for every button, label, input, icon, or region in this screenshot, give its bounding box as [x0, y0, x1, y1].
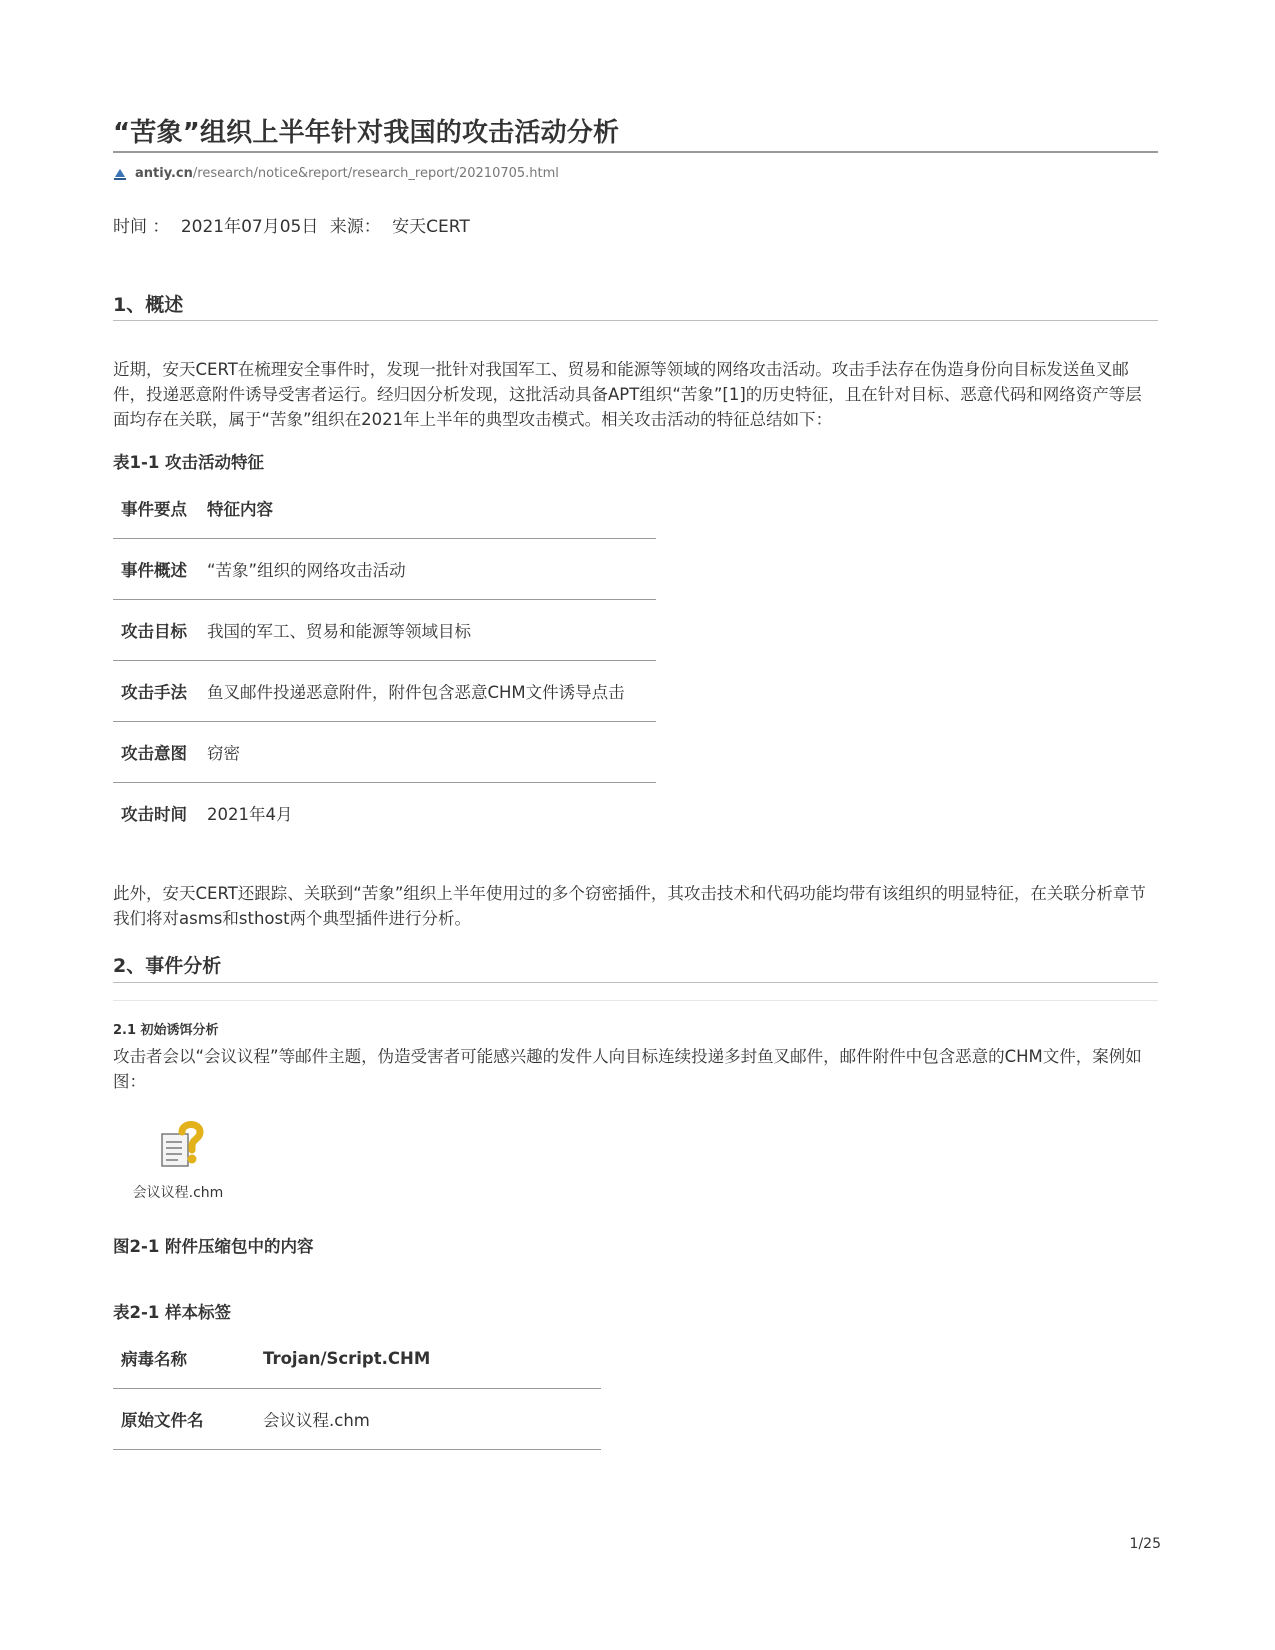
table-caption-1: 表1-1 攻击活动特征: [113, 453, 265, 472]
table-value-cell: 会议议程.chm: [255, 1389, 601, 1450]
table-caption-2: 表2-1 样本标签: [113, 1303, 232, 1322]
table-value-cell: 鱼叉邮件投递恶意附件，附件包含恶意CHM文件诱导点击: [199, 661, 656, 722]
table-key-cell: 攻击时间: [113, 783, 199, 844]
time-label: 时间 ：: [113, 217, 170, 237]
source-url[interactable]: [113, 166, 559, 181]
table-key-cell: 病毒名称: [121, 1350, 187, 1369]
figure-caption: 图2-1 附件压缩包中的内容: [113, 1237, 314, 1256]
table-row: [113, 1328, 601, 1389]
source-domain: antiy.cn: [135, 166, 193, 181]
table-value-cell: Trojan/Script.CHM: [263, 1348, 431, 1368]
table-bottom-border: [113, 1450, 601, 1451]
table-row: [113, 600, 656, 661]
table-row: [113, 539, 656, 600]
article-meta: [113, 212, 476, 237]
table-key-cell: 事件概述: [113, 539, 199, 600]
attack-features-table: [113, 478, 656, 843]
table-row: [113, 722, 656, 783]
section-divider: [113, 320, 1158, 321]
lure-paragraph: 攻击者会以“会议议程”等邮件主题，伪造受害者可能感兴趣的发件人向目标连续投递多封鱼叉邮件，邮件附件中包含恶意的CHM文件，案例如图：: [113, 1047, 1142, 1091]
sample-tag-table: [113, 1328, 601, 1450]
table-value-cell: 窃密: [199, 722, 656, 783]
table-value-cell: 我国的军工、贸易和能源等领域目标: [199, 600, 656, 661]
overview-paragraph: 近期，安天CERT在梳理安全事件时，发现一批针对我国军工、贸易和能源等领域的网络攻击活动。攻击手法存在伪造身份向目标发送鱼叉邮件，投递恶意附件诱导受害者运行。经归因分析发现，这批活动具备APT组织“苦象”[1]的历史特征，且在针对目标、恶意代码和网络资产等层面均存在关联，属于“苦象”组织在2021年上半年的典型攻击模式。相关攻击活动的特征总结如下：: [113, 360, 1142, 429]
antiy-logo-icon: [113, 167, 127, 181]
title-divider: [113, 151, 1158, 153]
table-value-cell: 2021年4月: [199, 783, 656, 844]
page-title: “苦象”组织上半年针对我国的攻击活动分析: [113, 118, 620, 148]
time-value: 2021年07月05日: [180, 217, 319, 237]
table-header-cell: 特征内容: [207, 500, 273, 519]
table-row: [113, 1389, 601, 1450]
source-value: 安天CERT: [392, 217, 470, 237]
plugins-paragraph: 此外，安天CERT还跟踪、关联到“苦象”组织上半年使用过的多个窃密插件，其攻击技术和代码功能均带有该组织的明显特征，在关联分析章节我们将对asms和sthost两个典型插件进行分析。: [113, 884, 1146, 928]
chm-file-figure: [123, 1120, 233, 1202]
table-key-cell: 攻击手法: [113, 661, 199, 722]
page-number: 1/25: [1129, 1536, 1161, 1552]
table-value-cell: “苦象”组织的网络攻击活动: [199, 539, 656, 600]
table-row: [113, 661, 656, 722]
table-row: [113, 783, 656, 844]
table-header-row: [113, 478, 656, 539]
chm-file-label: 会议议程.chm: [132, 1185, 224, 1201]
table-key-cell: 攻击目标: [113, 600, 199, 661]
section-heading-overview: 1、概述: [113, 294, 184, 316]
chm-help-file-icon: [148, 1120, 208, 1176]
subsection-heading: 2.1 初始诱饵分析: [113, 1023, 219, 1038]
table-header-cell: 事件要点: [121, 500, 187, 519]
table-key-cell: 原始文件名: [113, 1389, 255, 1450]
subsection-divider: [113, 1000, 1158, 1001]
source-path: /research/notice&report/research_report/20210705.html: [192, 166, 559, 181]
source-label: 来源：: [329, 217, 381, 237]
section-heading-analysis: 2、事件分析: [113, 955, 222, 977]
table-key-cell: 攻击意图: [113, 722, 199, 783]
section-divider: [113, 982, 1158, 983]
